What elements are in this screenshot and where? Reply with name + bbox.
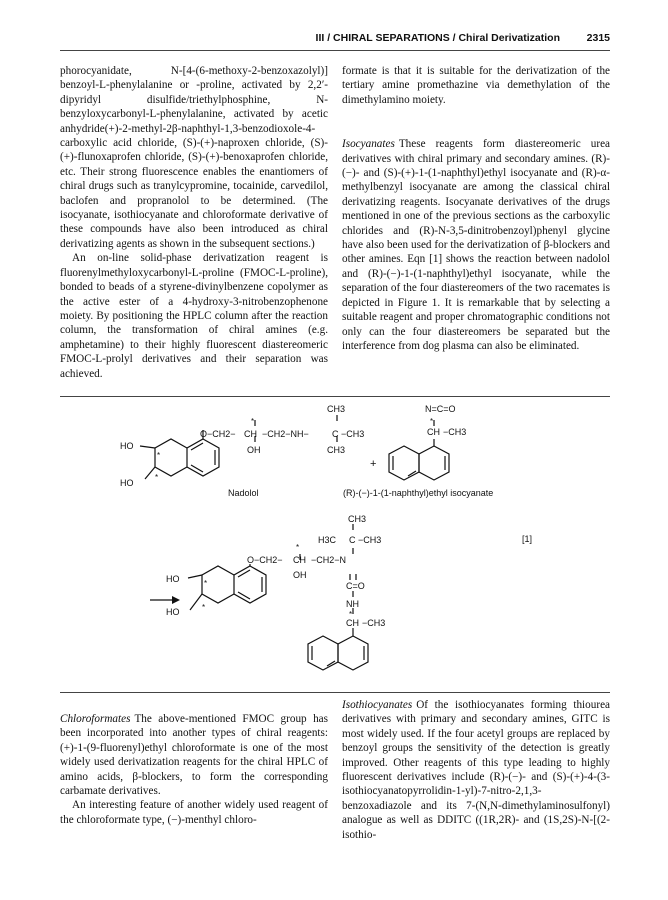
header-rule: [60, 50, 610, 51]
scheme-bottom-rule: [60, 692, 610, 693]
nadolol-amine-chain: −CH2−NH−: [262, 429, 309, 439]
bottom-left-column: [60, 712, 328, 827]
chiral-star: *: [296, 543, 300, 552]
isocyanate-ch3: −CH3: [443, 427, 467, 437]
product-ether-chain: O−CH2−: [247, 555, 283, 565]
page-number: 2315: [586, 32, 610, 44]
product-ch: CH: [293, 555, 306, 565]
product-oh: OH: [293, 570, 307, 580]
chiral-star: *: [157, 451, 161, 460]
bottom-right-column: [342, 698, 610, 842]
paragraph: [342, 137, 610, 353]
nadolol-ether-chain: O−CH2−: [200, 429, 236, 439]
run-in-heading: Isothiocyanates: [342, 699, 413, 711]
paragraph-text: These reagents form diastereomeric urea derivatives with chiral primary and secondary amines. (R)-(−)- and (S)-(+)-1-(1-naphthyl)ethyl isocyanate and (R)-α-methylbenzyl isocyanate are among the classical chiral derivatizing reagents. Isocyanate derivatives of the drugs mentioned in one of the previous sections as the carboxylic chlorides and (R)-N-3,5-dinitrobenzoyl)phenyl glycine have also been used for the derivatization of β-blockers and other amines. Eqn [1] shows the reaction between nadolol and (R)-(−)-1-(1-naphthyl)ethyl isocyanate, while the separation of the four diastereomers of the two racemates is depicted in Figure 1. It is remarkable that by selecting a suitable reagent and proper chromatographic conditions not only can the four diastereomers be separated but the interference from dog plasma can also be eliminated.: [342, 138, 610, 352]
nadolol-ho-1: HO: [120, 441, 134, 451]
paragraph: [60, 712, 328, 798]
product-amine-chain: −CH2−N: [311, 555, 347, 565]
product-ch3-top: CH3: [348, 514, 367, 524]
nadolol-c: C: [332, 429, 339, 439]
paragraph: An interesting feature of another widely used reagent of the chloroformate type, (−)-menthyl chloro-: [60, 799, 328, 826]
reagent-label: (R)-(−)-1-(1-naphthyl)ethyl isocyanate: [343, 488, 494, 498]
paragraph-text: Of the isothiocyanates forming thiourea derivatives with primary and secondary amines, GITC is most widely used. If the four acetyl groups are replaced by benzoyl groups the sensitivity of the detection is greatly improved. Other reagents of this type leading to highly fluorescent derivatives include (R)-(−)- and (S)-(+)-4-(3-isothiocyanatopyrrolidin-1-yl)-7-nitro-2,1,3-benzoxadiazole and its 7-(N,N-dimethylaminosulfonyl) analogue as well as DDITC ((1R,2R)- and (1S,2S)-N-[(2-isothio-: [342, 699, 610, 841]
nadolol-ch: CH: [244, 429, 257, 439]
paragraph: formate is that it is suitable for the derivatization of the tertiary amine promethazine via demethylation of the dimethylamino moiety.: [342, 65, 610, 106]
nadolol-ch3-bottom: CH3: [327, 445, 346, 455]
product-ch: CH: [346, 618, 359, 628]
top-left-column: [60, 64, 328, 381]
run-in-heading: Isocyanates: [342, 138, 395, 151]
equation-number: [1]: [522, 534, 533, 544]
chiral-star: *: [202, 603, 206, 612]
chiral-star: *: [349, 610, 353, 619]
section-title: III / CHIRAL SEPARATIONS / Chiral Derivatization: [315, 32, 560, 44]
reaction-arrow-head: [172, 596, 180, 604]
nadolol-oh: OH: [247, 445, 261, 455]
chiral-star: *: [155, 473, 159, 482]
top-right-column: [342, 64, 610, 353]
reaction-scheme: [0, 396, 668, 692]
paragraph: [342, 698, 610, 842]
product-carbonyl: C=O: [346, 581, 365, 591]
nadolol-aromatic-ring: [187, 439, 219, 476]
product-ch3-right: −CH3: [358, 535, 382, 545]
nadolol-ch3-right: −CH3: [341, 429, 365, 439]
isocyanate-ch: CH: [427, 427, 440, 437]
product-ho-1: HO: [166, 574, 180, 584]
product-h3c: H3C: [318, 535, 337, 545]
product-nh: NH: [346, 599, 359, 609]
isocyanate-group: N=C=O: [425, 404, 456, 414]
nadolol-ch3-top: CH3: [327, 404, 346, 414]
running-header: [60, 32, 610, 48]
nadolol-ho-2: HO: [120, 478, 134, 488]
plus-sign: +: [370, 458, 377, 470]
chiral-star: *: [430, 417, 434, 426]
product-ho-2: HO: [166, 607, 180, 617]
nadolol-label: Nadolol: [228, 488, 259, 498]
paragraph: An on-line solid-phase derivatization reagent is fluorenylmethyloxycarbonyl-L-proline (FMOC-L-proline), bonded to beads of a styrene-divinylbenzene copolymer as the active ester of a 4-hydroxy-3-nitrobenzophenone moiety. By positioning the HPLC column after the reaction column, the transformation of chiral amines (e.g. amphetamine) to their highly fluorescent diastereomeric FMOC-L-prolyl derivatives and their separation was achieved.: [60, 252, 328, 380]
chiral-star: *: [204, 579, 208, 588]
chiral-star: *: [251, 417, 255, 426]
product-ch3-side: −CH3: [362, 618, 386, 628]
paragraph: phorocyanidate, N-[4-(6-methoxy-2-benzoxazolyl)] benzoyl-L-phenylalanine or -proline, activated by 2,2′-dipyridyl disulfide/triethylphosphine, N-benzyloxycarbonyl-L-phenylalanine, activated by acetic anhydride(+)-2-methyl-2β-naphthyl-1,3-benzodioxole-4-carboxylic acid chloride, (S)-(+)-naproxen chloride, (S)-(+)-flunoxaprofen chloride, (S)-(+)-benoxaprofen chloride, etc. Their strong fluorescence enables the enantiomers of chiral drugs such as tranylcypromine, tocainide, carvedilol, baclofen and propranolol to be determined. (The isocyanate, isothiocyanate and chloroformate derivative of these compounds have also been introduced as chiral derivatizing agents as shown in the subsequent sections.): [60, 65, 328, 250]
product-aromatic-ring: [234, 566, 266, 603]
run-in-heading: Chloroformates: [60, 713, 131, 725]
paragraph-text: The above-mentioned FMOC group has been incorporated into another types of chiral reagents: (+)-1-(9-fluorenyl)ethyl chloroformate is one of the most widely used derivatization reagents for the chiral HPLC of amino acids, β-blockers, to form the corresponding carbamate derivatives.: [60, 713, 328, 798]
product-c: C: [349, 535, 356, 545]
